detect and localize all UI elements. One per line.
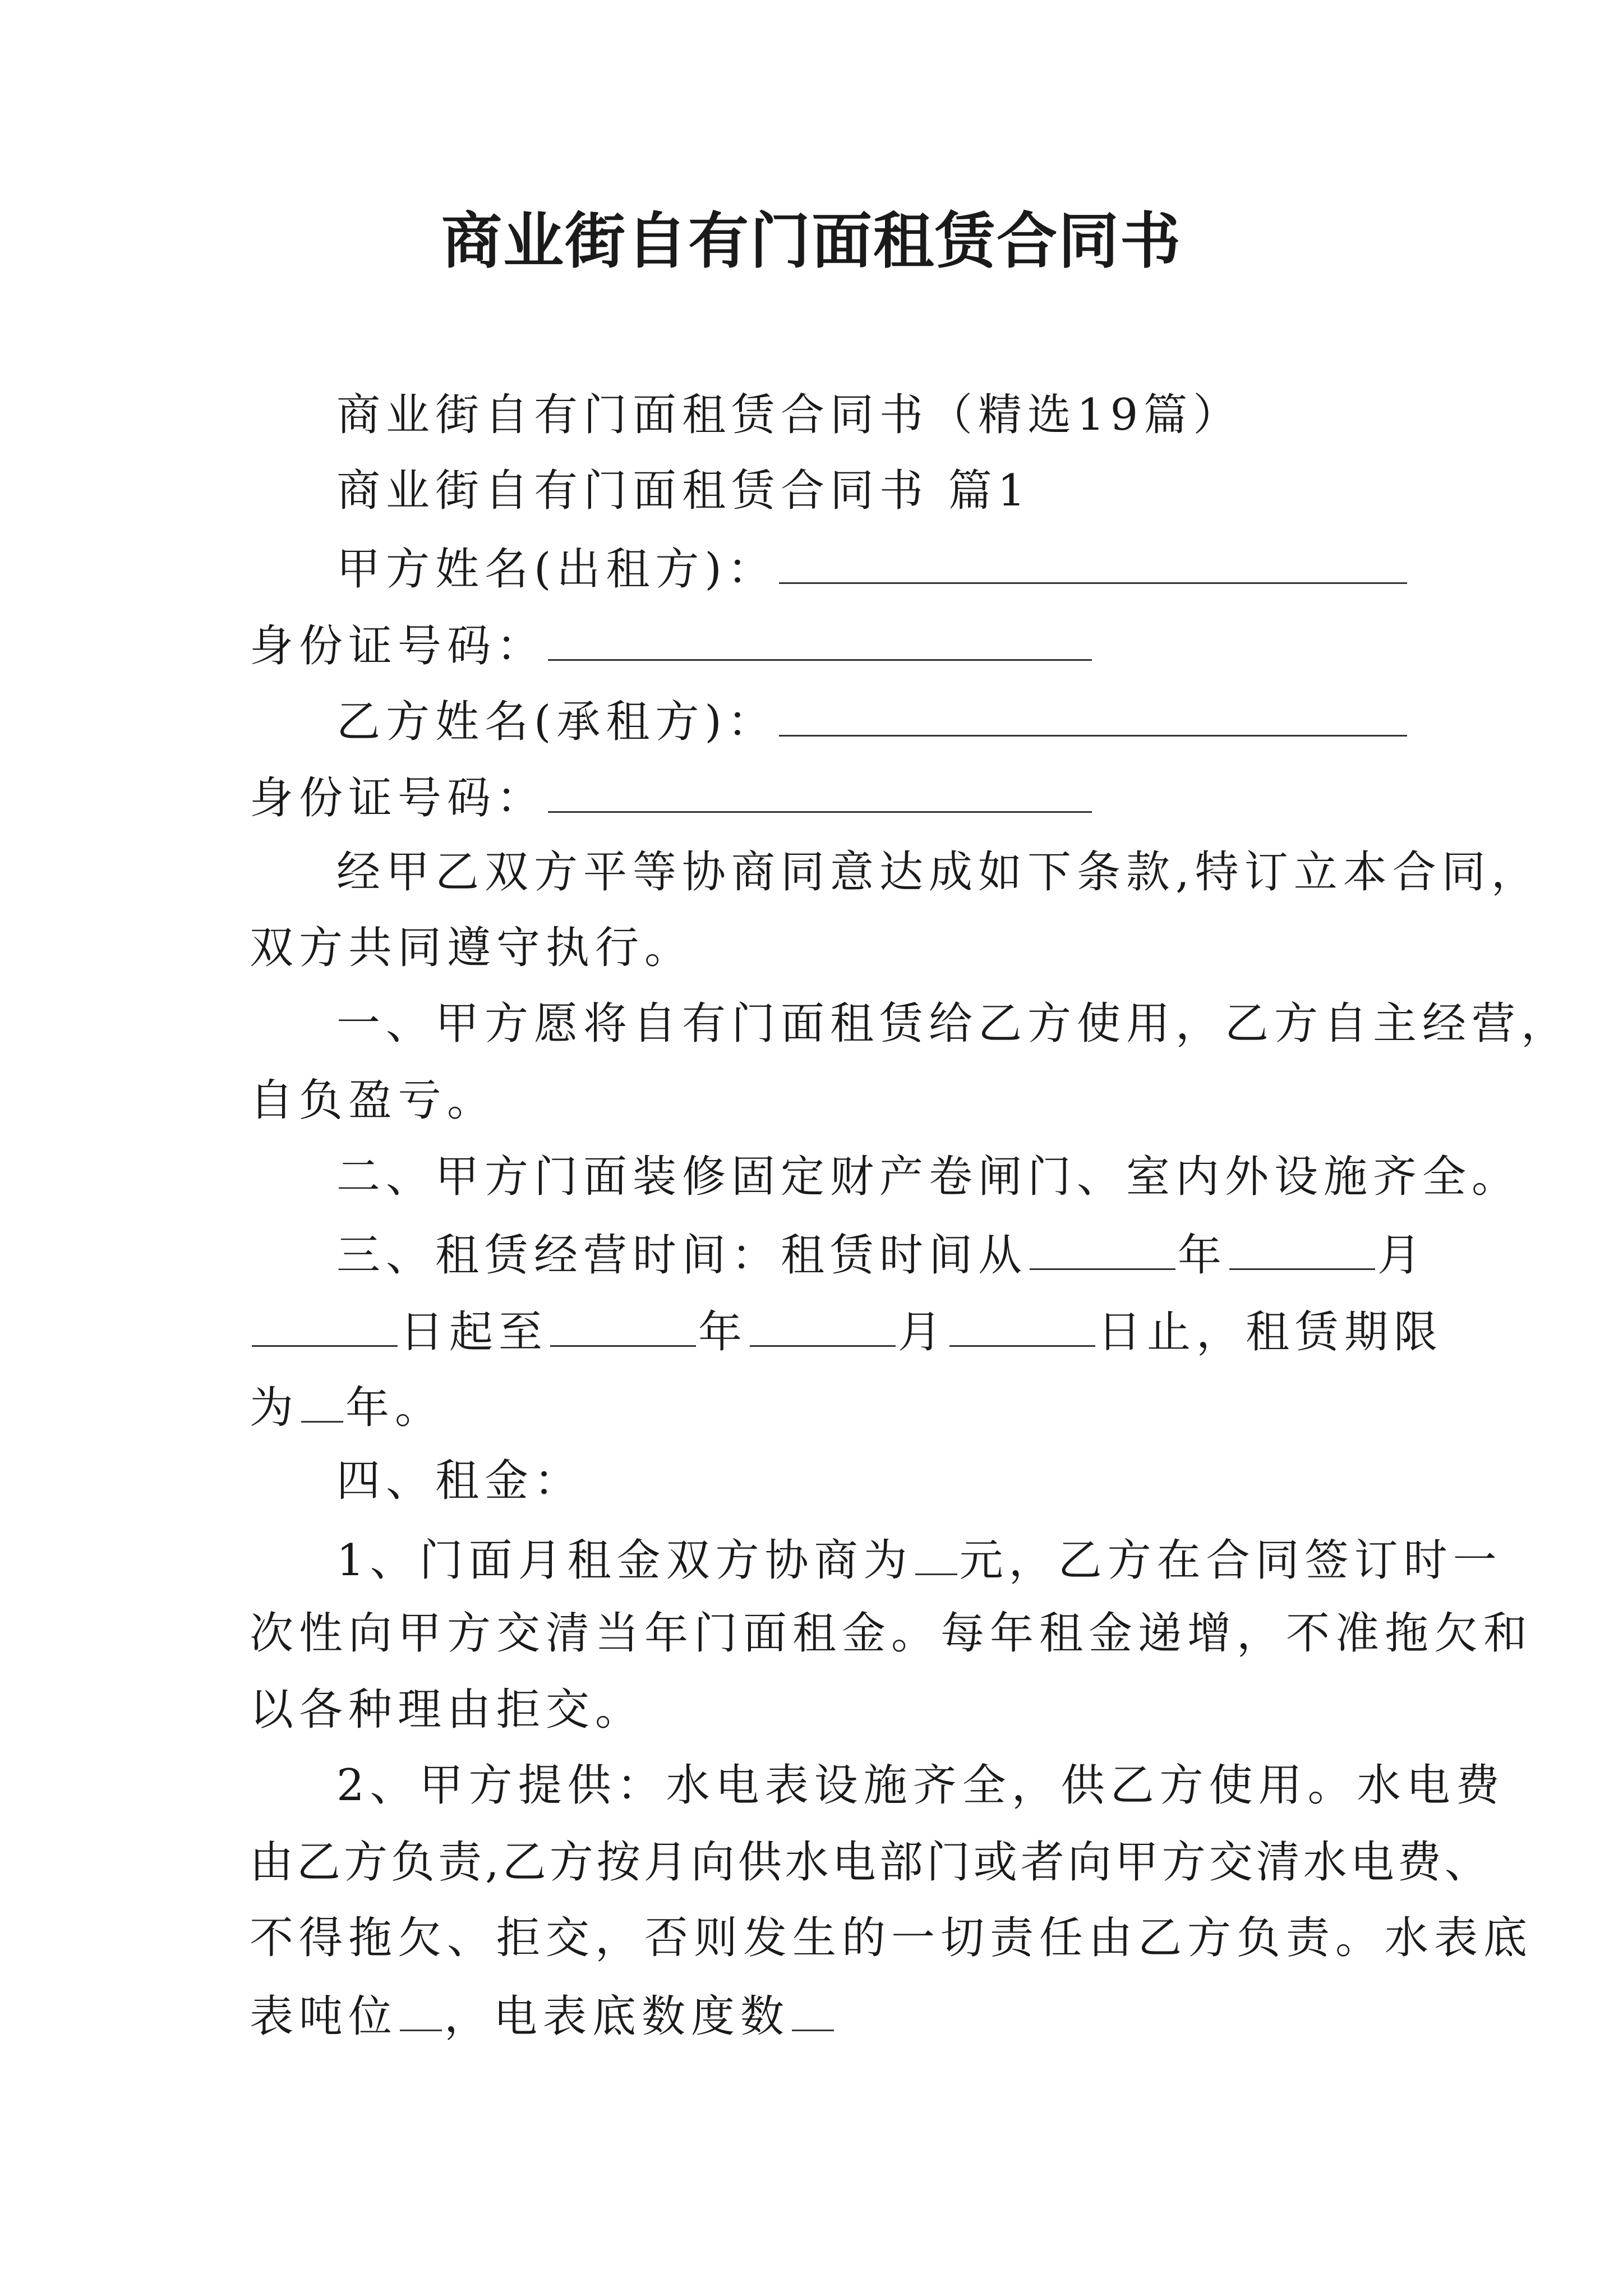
clause-4-item-2 bbox=[250, 1834, 1492, 1890]
field-label: 身份证号码： bbox=[250, 773, 546, 823]
field-label: 甲方姓名(出租方)： bbox=[336, 544, 777, 595]
text-segment: 由乙方负责,乙方按月向供水电部门或者向甲方交清水电费、 bbox=[250, 1837, 1492, 1888]
text-segment: 双方共同遵守执行。 bbox=[250, 923, 694, 973]
text-segment: 日止，租赁期限 bbox=[1098, 1307, 1444, 1358]
fill-in-blank bbox=[779, 691, 1407, 737]
clause-2-line bbox=[336, 1149, 1521, 1205]
text-segment: 以各种理由拒交。 bbox=[250, 1685, 645, 1735]
party-a-name-line bbox=[336, 539, 1409, 597]
subtitle-line bbox=[336, 387, 1242, 443]
clause-3-line bbox=[250, 1301, 1443, 1360]
clause-4-item-2 bbox=[250, 1986, 836, 2045]
fill-in-blank bbox=[792, 1986, 834, 2031]
clause-3-line bbox=[250, 1377, 444, 1436]
clause-4-item-1 bbox=[250, 1682, 644, 1738]
fill-in-blank bbox=[949, 1301, 1095, 1347]
fill-in-blank bbox=[779, 539, 1407, 584]
fill-in-blank bbox=[548, 615, 1092, 661]
party-a-id-line bbox=[250, 615, 1094, 674]
text-segment: 自负盈亏。 bbox=[250, 1075, 497, 1126]
text-segment: ，电表底数度数 bbox=[444, 1991, 790, 2042]
text-segment: 次性向甲方交清当年门面租金。每年租金递增，不准拖欠和 bbox=[250, 1608, 1533, 1659]
field-label: 乙方姓名(承租方)： bbox=[336, 697, 777, 747]
text-segment: 不得拖欠、拒交，否则发生的一切责任由乙方负责。水表底 bbox=[250, 1913, 1533, 1963]
text-segment: 商业街自有门面租赁合同书（精选19篇） bbox=[336, 390, 1243, 440]
text-segment: 月 bbox=[898, 1307, 948, 1358]
text-segment: 二、甲方门面装修固定财产卷闸门、室内外设施齐全。 bbox=[336, 1152, 1521, 1202]
party-b-name-line bbox=[336, 691, 1409, 750]
party-b-id-line bbox=[250, 767, 1094, 826]
paragraph-line bbox=[250, 920, 694, 976]
document-title: 商业街自有门面租赁合同书 bbox=[441, 206, 1182, 277]
text-segment: 1、门面月租金双方协商为 bbox=[336, 1535, 913, 1586]
text-segment: 为 bbox=[250, 1383, 299, 1433]
fill-in-blank bbox=[1030, 1225, 1175, 1270]
fill-in-blank bbox=[301, 1377, 343, 1423]
text-segment: 表吨位 bbox=[250, 1991, 398, 2042]
fill-in-blank bbox=[1229, 1225, 1375, 1270]
text-segment: 商业街自有门面租赁合同书 篇1 bbox=[336, 466, 1031, 516]
fill-in-blank bbox=[548, 767, 1092, 813]
text-segment: 日起至 bbox=[400, 1307, 548, 1358]
clause-1-line bbox=[250, 1073, 496, 1129]
clause-3-line bbox=[336, 1225, 1427, 1283]
text-segment: 一、甲方愿将自有门面租赁给乙方使用，乙方自主经营， bbox=[336, 999, 1571, 1049]
fill-in-blank bbox=[750, 1301, 896, 1347]
fill-in-blank bbox=[252, 1301, 398, 1347]
paragraph-line bbox=[336, 844, 1541, 900]
clause-4-item-2 bbox=[336, 1757, 1505, 1814]
clause-4-item-2 bbox=[250, 1910, 1533, 1966]
clause-4-heading bbox=[336, 1453, 583, 1509]
text-segment: 月 bbox=[1377, 1230, 1427, 1281]
text-segment: 年。 bbox=[345, 1383, 445, 1433]
field-label: 身份证号码： bbox=[250, 621, 546, 671]
text-segment: 元，乙方在合同签订时一 bbox=[959, 1535, 1502, 1586]
text-segment: 年 bbox=[1178, 1230, 1228, 1281]
clause-1-line bbox=[336, 996, 1570, 1052]
text-segment: 2、甲方提供：水电表设施齐全，供乙方使用。水电费 bbox=[336, 1760, 1505, 1811]
text-segment: 四、租金： bbox=[336, 1456, 584, 1506]
clause-4-item-1 bbox=[336, 1530, 1502, 1589]
text-segment: 年 bbox=[698, 1307, 748, 1358]
section-heading bbox=[336, 463, 1031, 519]
text-segment: 经甲乙双方平等协商同意达成如下条款,特订立本合同， bbox=[336, 847, 1541, 898]
fill-in-blank bbox=[915, 1530, 957, 1575]
fill-in-blank bbox=[550, 1301, 696, 1347]
text-segment: 三、租赁经营时间：租赁时间从 bbox=[336, 1230, 1028, 1281]
clause-4-item-1 bbox=[250, 1605, 1533, 1662]
fill-in-blank bbox=[400, 1986, 442, 2031]
